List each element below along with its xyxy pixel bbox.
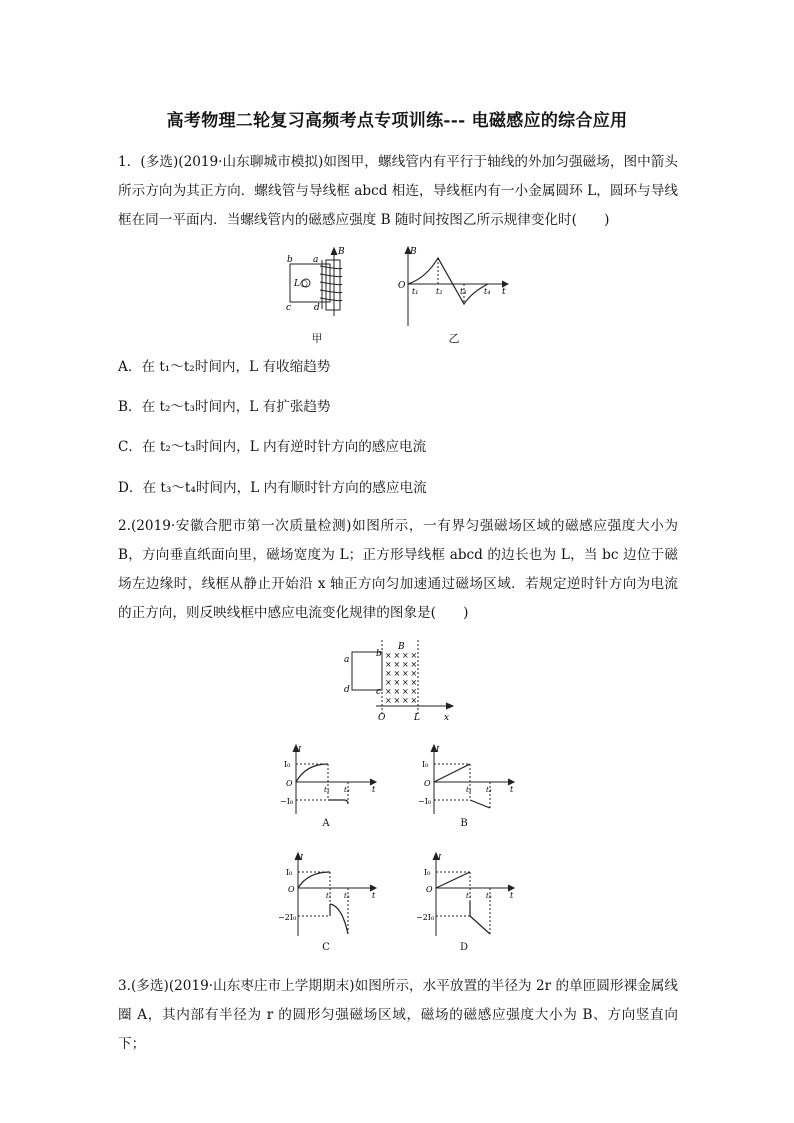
field-cross: × — [402, 696, 409, 705]
solenoid-coil — [320, 266, 342, 301]
field-crosses — [385, 651, 417, 705]
figure-yi — [396, 244, 511, 330]
caption-yi: 乙 — [448, 332, 460, 345]
field-cross: × — [385, 696, 392, 705]
label-field-b: B — [338, 247, 345, 257]
label-t-axis: t — [502, 287, 506, 297]
field-cross: × — [393, 687, 401, 696]
question-2-text: 2.(2019·安徽合肥市第一次质量检测)如图所示，一有界匀强磁场区域的磁感应强度大小为 B，方向垂直纸面向里，磁场宽度为 L；正方形导线框 abcd 的边长也为 L，当 bc 边位于磁场左边缘时，线框从静止开始沿 x 轴正方向匀加速通过磁场区域．若规定逆时针方向为电流的正方向，则反映线框中感应电流变化规律的图象是( ) — [118, 518, 678, 621]
field-cross: × — [410, 660, 418, 669]
label-i0: I₀ — [422, 760, 429, 769]
label-a: a — [344, 655, 350, 665]
field-cross: × — [410, 696, 418, 705]
field-cross: × — [385, 660, 392, 669]
label-origin: O — [398, 281, 406, 291]
label-origin: O — [424, 779, 431, 788]
option-graph-c — [280, 850, 380, 942]
field-cross: × — [393, 678, 401, 687]
field-cross: × — [410, 678, 418, 687]
label-i0: I₀ — [424, 868, 431, 877]
label-neg-2i0: −2I₀ — [278, 913, 297, 922]
label-t1: t₁ — [466, 892, 472, 900]
label-i0: I₀ — [286, 868, 293, 877]
option-graph-a — [280, 742, 380, 820]
question-3-text: 3.(多选)(2019·山东枣庄市上学期期末)如图所示，水平放置的半径为 2r 的单匝圆形裸金属线圈 A，其内部有半径为 r 的圆形匀强磁场区域，磁场的磁感应强度大小为 B、方向竖直向下； — [118, 978, 678, 1052]
label-t: t — [372, 785, 376, 794]
field-cross: × — [393, 660, 401, 669]
field-cross: × — [385, 651, 392, 660]
label-d: d — [314, 303, 320, 313]
label-b: b — [287, 255, 293, 265]
label-d: d — [344, 685, 350, 695]
label-t: t — [510, 785, 514, 794]
question-1-text: 1．(多选)(2019·山东聊城市模拟)如图甲，螺线管内有平行于轴线的外加匀强磁场，图中箭头所示方向为其正方向．螺线管与导线框 abcd 相连，导线框内有一小金属圆环 L，圆环与导线框在同一平面内．当螺线管内的磁感应强度 B 随时间按图乙所示规律变化时( ) — [118, 154, 678, 228]
option-graph-b — [418, 742, 518, 820]
label-b: b — [376, 649, 382, 659]
label-t2: t₂ — [344, 786, 350, 794]
label-t2: t₂ — [486, 786, 492, 794]
label-b-axis: B — [410, 247, 417, 257]
label-c: c — [376, 687, 382, 697]
label-t1: t₁ — [412, 287, 419, 296]
label-x-axis: x — [444, 713, 450, 723]
field-cross: × — [393, 696, 401, 705]
label-origin: O — [426, 885, 433, 894]
label-c: c — [286, 303, 292, 313]
caption-d: D — [459, 942, 469, 953]
field-cross: × — [402, 660, 409, 669]
field-cross: × — [402, 651, 409, 660]
field-cross: × — [410, 669, 418, 678]
q1-option-a: A．在 t₁～t₂时间内，L 有收缩趋势 — [118, 359, 331, 375]
label-origin: O — [378, 713, 386, 723]
label-t1: t₁ — [326, 892, 332, 900]
field-cross: × — [402, 669, 409, 678]
label-t1: t₁ — [466, 786, 472, 794]
label-i: I — [436, 745, 440, 754]
field-cross: × — [393, 669, 401, 678]
page-title: 高考物理二轮复习高频考点专项训练--- 电磁感应的综合应用 — [166, 111, 628, 131]
label-i: I — [298, 745, 302, 754]
field-cross: × — [385, 687, 392, 696]
label-neg-i0: −I₀ — [418, 797, 432, 806]
label-i0: I₀ — [284, 760, 291, 769]
figure-magnetic-field — [340, 636, 460, 726]
label-t2: t₂ — [436, 287, 443, 296]
label-origin: O — [286, 779, 293, 788]
q1-option-b: B．在 t₂～t₃时间内，L 有扩张趋势 — [118, 399, 331, 415]
label-i: I — [438, 853, 442, 862]
label-t2: t₂ — [344, 892, 350, 900]
label-t2: t₂ — [486, 892, 492, 900]
caption-c: C — [322, 942, 330, 953]
q1-option-c: C．在 t₂～t₃时间内，L 内有逆时针方向的感应电流 — [118, 439, 427, 455]
label-ring: L○ — [294, 279, 308, 289]
option-graph-d — [418, 850, 518, 942]
field-cross: × — [385, 669, 392, 678]
label-i: I — [300, 853, 304, 862]
caption-a: A — [322, 818, 330, 829]
field-cross: × — [393, 651, 401, 660]
label-width: L — [414, 713, 420, 723]
label-t1: t₁ — [324, 786, 330, 794]
caption-b: B — [460, 818, 468, 829]
field-cross: × — [410, 687, 418, 696]
label-neg-i0: −I₀ — [280, 797, 294, 806]
b-curve — [408, 258, 491, 304]
label-neg-2i0: −2I₀ — [416, 913, 435, 922]
label-t: t — [372, 891, 376, 900]
caption-jia: 甲 — [311, 332, 323, 345]
field-cross: × — [385, 678, 392, 687]
label-t: t — [510, 891, 514, 900]
label-a: a — [313, 255, 319, 265]
field-cross: × — [402, 687, 409, 696]
field-cross: × — [402, 678, 409, 687]
field-cross: × — [410, 651, 418, 660]
q1-option-d: D．在 t₃～t₄时间内，L 内有顺时针方向的感应电流 — [118, 480, 427, 496]
label-origin: O — [288, 885, 295, 894]
figure-jia — [282, 244, 362, 344]
label-t4: t₄ — [484, 287, 491, 296]
label-field-b: B — [398, 642, 405, 652]
label-t3: t₃ — [460, 287, 467, 296]
